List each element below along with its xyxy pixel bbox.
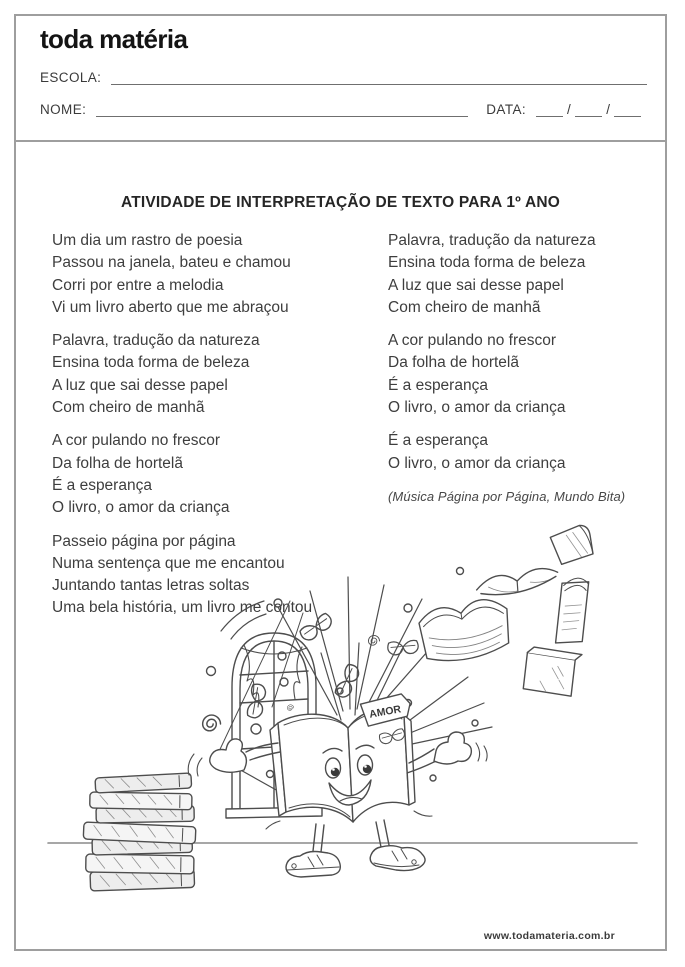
- website-url: www.todamateria.com.br: [483, 930, 615, 942]
- flying-books: [417, 523, 596, 702]
- poem-line: O livro, o amor da criança: [52, 499, 230, 517]
- poem-line: Uma bela história, um livro me contou: [52, 599, 313, 617]
- poem-line: A luz que sai desse papel: [52, 376, 228, 394]
- poem-column-right: [388, 230, 625, 508]
- poem-line: É a esperança: [388, 376, 488, 394]
- date-label: DATA:: [486, 102, 527, 117]
- poem-line: Ensina toda forma de beleza: [52, 354, 250, 372]
- school-label: ESCOLA:: [40, 70, 102, 85]
- date-day-blank: [536, 101, 563, 117]
- name-date-row: [40, 101, 652, 117]
- poem-line: Palavra, tradução da natureza: [52, 332, 260, 350]
- name-label: NOME:: [40, 102, 87, 117]
- poem-line: Da folha de hortelã: [52, 454, 183, 472]
- date-month-blank: [575, 101, 602, 117]
- book-stack: [83, 773, 196, 891]
- date-year-blank: [614, 101, 641, 117]
- poem-line: Com cheiro de manhã: [52, 399, 205, 417]
- poem-line: Juntando tantas letras soltas: [52, 577, 250, 595]
- school-write-line: [111, 69, 647, 85]
- poem-stanza: [388, 230, 625, 319]
- toda-materia-logo: toda matéria: [40, 24, 188, 54]
- date-slash: /: [606, 102, 611, 117]
- poem-line: Passeio página por página: [52, 532, 236, 550]
- name-write-line: [96, 101, 468, 117]
- poem-stanza: [52, 430, 312, 519]
- worksheet-title: ATIVIDADE DE INTERPRETAÇÃO DE TEXTO PARA 1º ANO: [120, 194, 561, 211]
- poem-line: Palavra, tradução da natureza: [388, 232, 596, 249]
- poem-line: Vi um livro aberto que me abraçou: [52, 298, 289, 316]
- book-character-illustration: [40, 515, 640, 915]
- poem-line: Da folha de hortelã: [388, 354, 519, 372]
- poem-stanza: [388, 330, 625, 419]
- poem-line: A cor pulando no frescor: [52, 432, 221, 450]
- poem-line: O livro, o amor da criança: [388, 399, 566, 417]
- date-slash: /: [567, 102, 572, 117]
- poem-line: É a esperança: [388, 432, 488, 450]
- poem-line: Um dia um rastro de poesia: [52, 232, 243, 249]
- poem-line: É a esperança: [52, 476, 152, 494]
- poem-line: Corri por entre a melodia: [52, 276, 224, 294]
- poem-line: A luz que sai desse papel: [388, 276, 564, 294]
- poem-line: Passou na janela, bateu e chamou: [52, 254, 291, 272]
- song-credit: (Música Página por Página, Mundo Bita): [388, 488, 626, 504]
- poem-line: Ensina toda forma de beleza: [388, 254, 586, 272]
- poem-stanza: [52, 230, 312, 319]
- poem-line: O livro, o amor da criança: [388, 454, 566, 472]
- header-divider: [14, 140, 667, 142]
- poem-line: A cor pulando no frescor: [388, 332, 557, 350]
- poem-line: Com cheiro de manhã: [388, 298, 541, 316]
- poem-line: Numa sentença que me encantou: [52, 554, 285, 572]
- school-row: [40, 69, 647, 85]
- poem-stanza: [388, 430, 625, 475]
- poem-stanza: [52, 330, 312, 419]
- amor-label: AMOR: [368, 703, 403, 721]
